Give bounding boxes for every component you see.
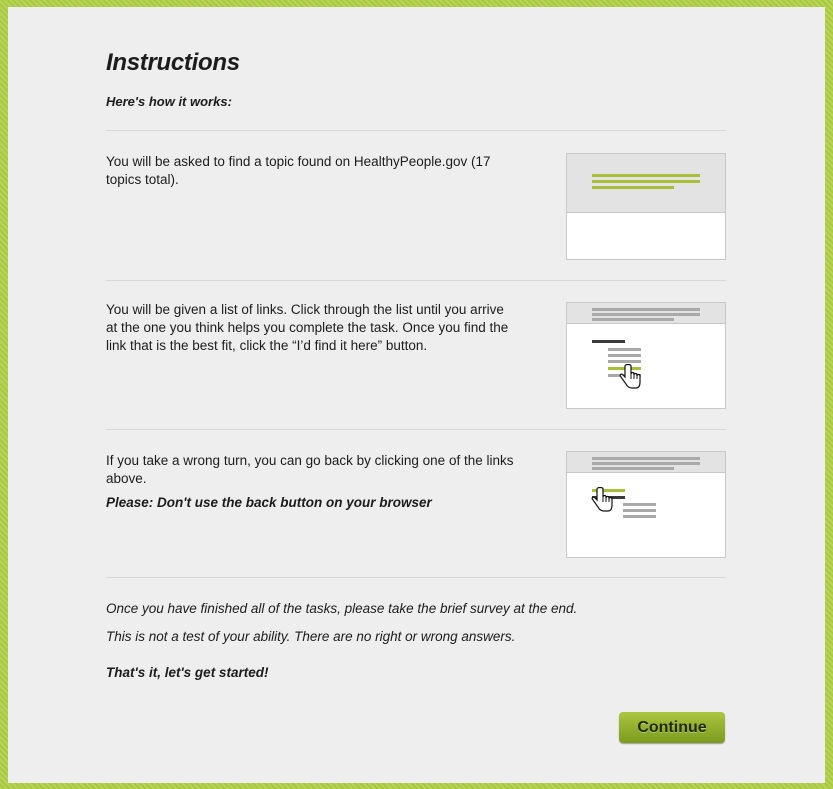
illustration-line (608, 360, 641, 363)
divider (106, 429, 726, 430)
closing-start-line: That's it, let's get started! (106, 665, 269, 680)
instructions-panel (8, 7, 825, 783)
step-2-illustration (566, 302, 726, 409)
illustration-line (592, 308, 700, 311)
step-3-description: If you take a wrong turn, you can go back by clicking one of the links above. (106, 453, 514, 486)
illustration-line (592, 340, 625, 343)
pointer-hand-icon (591, 487, 613, 513)
illustration-line (592, 186, 674, 189)
page-title: Instructions (106, 49, 240, 76)
step-1-illustration (566, 153, 726, 260)
illustration-line (623, 509, 656, 512)
step-2-text (106, 301, 516, 355)
illustration-line (608, 354, 641, 357)
divider (106, 280, 726, 281)
illustration-header (567, 154, 725, 213)
pointer-hand-icon (619, 364, 641, 390)
page-subtitle: Here's how it works: (106, 94, 232, 109)
illustration-line (592, 462, 700, 465)
step-3-illustration (566, 451, 726, 558)
illustration-line (608, 348, 641, 351)
step-1-description: You will be asked to find a topic found on HealthyPeople.gov (17 topics total). (106, 154, 491, 187)
step-3-text (106, 452, 516, 512)
step-1-text (106, 153, 516, 189)
illustration-line (623, 515, 656, 518)
closing-survey-note: Once you have finished all of the tasks, please take the brief survey at the end. (106, 601, 578, 616)
illustration-line (592, 457, 700, 460)
illustration-line (592, 467, 674, 470)
continue-button[interactable]: Continue (619, 712, 725, 743)
illustration-line (623, 503, 656, 506)
step-3-warning: Please: Don't use the back button on your browser (106, 495, 432, 510)
illustration-line (592, 174, 700, 177)
illustration-line (592, 318, 674, 321)
step-2-description: You will be given a list of links. Click through the list until you arrive at the one you think helps you complete the task. Once you find the link that is the best fit, click the “I’d find it here” button. (106, 302, 509, 353)
illustration-line (592, 313, 700, 316)
divider (106, 130, 726, 131)
closing-reassurance: This is not a test of your ability. There are no right or wrong answers. (106, 629, 516, 644)
illustration-line (592, 180, 700, 183)
divider (106, 577, 726, 578)
